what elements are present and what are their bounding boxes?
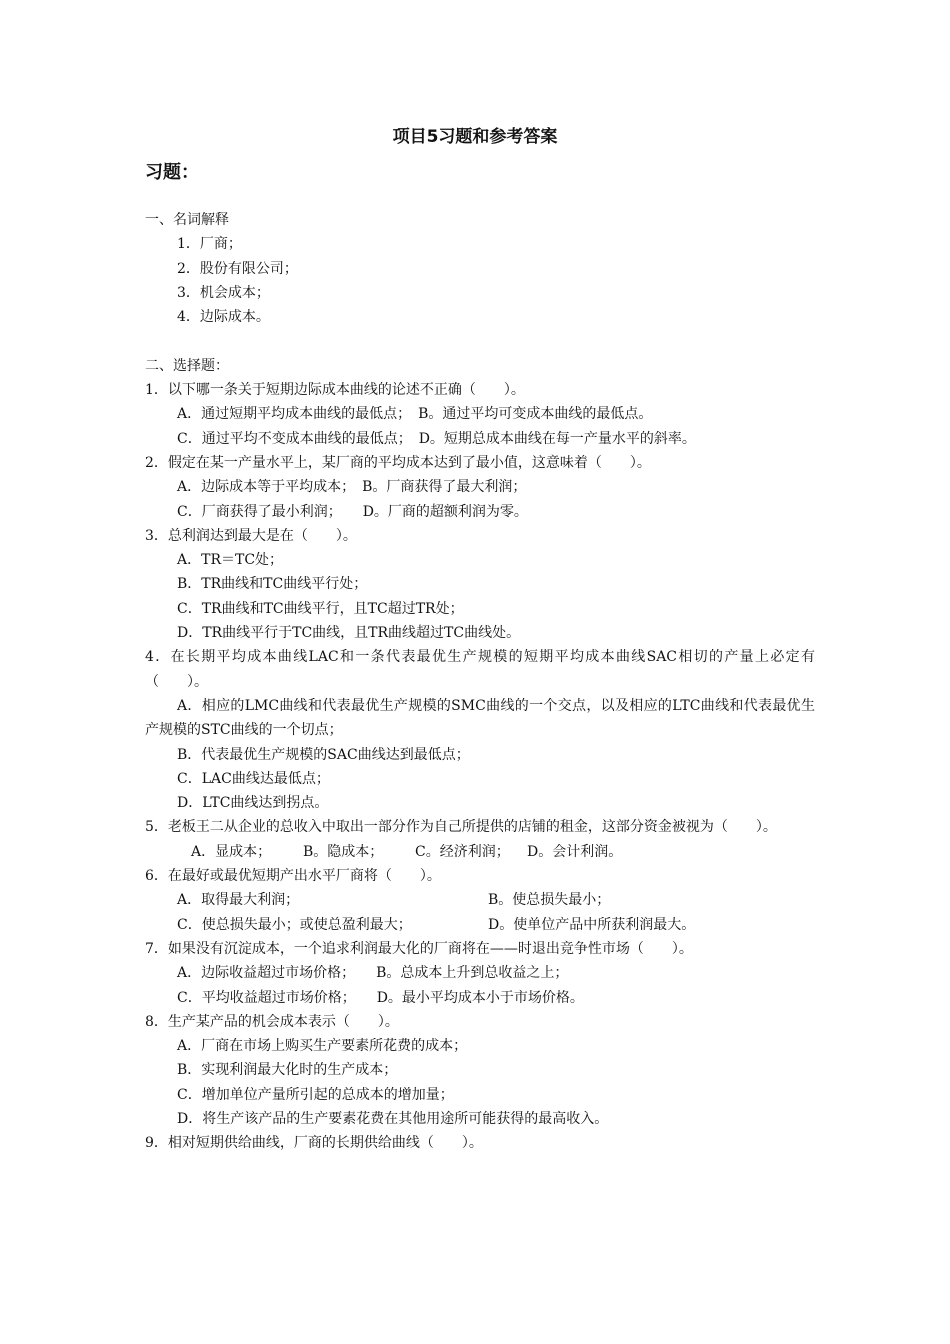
question-7-options-cd: C．平均收益超过市场价格； D。最小平均成本小于市场价格。 [177, 989, 584, 1006]
term-item: 4．边际成本。 [177, 309, 270, 326]
question-7-stem: 7．如果没有沉淀成本，一个追求利润最大化的厂商将在——时退出竞争性市场（ ）。 [145, 940, 693, 957]
term-item: 2．股份有限公司； [177, 260, 298, 277]
question-4-option-a: A．相应的LMC曲线和代表最优生产规模的SMC曲线的一个交点，以及相应的LTC曲线和代表最优生产规模的STC曲线的一个切点； [145, 697, 815, 739]
question-8-option: B．实现利润最大化时的生产成本； [177, 1062, 398, 1079]
question-9-stem: 9．相对短期供给曲线，厂商的长期供给曲线（ ）。 [145, 1135, 483, 1152]
question-6-option-c: C．使总损失最小；或使总盈利最大； [177, 916, 412, 933]
question-4-stem: 4．在长期平均成本曲线LAC和一条代表最优生产规模的短期平均成本曲线SAC相切的产量上必定有（ ）。 [145, 649, 815, 690]
question-1-options-ab: A．通过短期平均成本曲线的最低点； B。通过平均可变成本曲线的最低点。 [177, 406, 653, 423]
question-2-options-cd: C．厂商获得了最小利润； D。厂商的超额利润为零。 [177, 503, 528, 520]
blank-line [145, 329, 815, 353]
term-item: 1．厂商； [177, 236, 242, 253]
question-3-stem: 3．总利润达到最大是在（ ）。 [145, 527, 357, 544]
question-3-option: C．TR曲线和TC曲线平行，且TC超过TR处； [177, 600, 464, 617]
question-5-options [145, 840, 815, 864]
question-3-option: B．TR曲线和TC曲线平行处； [177, 576, 368, 593]
question-4-option: B．代表最优生产规模的SAC曲线达到最低点； [177, 746, 470, 763]
question-8-option: D．将生产该产品的生产要素花费在其他用途所可能获得的最高收入。 [177, 1110, 609, 1127]
exercises-heading: 习题： [145, 162, 199, 183]
question-4-option: D．LTC曲线达到拐点。 [177, 795, 329, 812]
question-6-option-b: B。使总损失最小； [488, 892, 611, 909]
question-6-options-cd [145, 913, 815, 937]
question-6-option-a: A．取得最大利润； [177, 892, 300, 909]
question-5-option-a: A．显成本； [191, 843, 272, 860]
question-2-stem: 2．假定在某一产量水平上，某厂商的平均成本达到了最小值，这意味着（ ）。 [145, 454, 651, 471]
question-5-option-b: B。隐成本； [303, 843, 384, 860]
term-item: 3．机会成本； [177, 284, 270, 301]
question-6-options-ab [145, 888, 815, 912]
question-7-options-ab: A．边际收益超过市场价格； B。总成本上升到总收益之上； [177, 965, 569, 982]
question-5-stem: 5．老板王二从企业的总收入中取出一部分作为自己所提供的店铺的租金，这部分资金被视为（ ）。 [145, 819, 777, 836]
document-body [145, 208, 815, 1156]
question-3-option: D．TR曲线平行于TC曲线，且TR曲线超过TC曲线处。 [177, 625, 521, 642]
question-6-option-d: D。使单位产品中所获利润最大。 [488, 916, 696, 933]
question-8-option: A．厂商在市场上购买生产要素所花费的成本； [177, 1038, 468, 1055]
question-3-option: A．TR＝TC处； [177, 552, 284, 569]
page-title: 项目5习题和参考答案 [392, 127, 558, 147]
question-2-options-ab: A．边际成本等于平均成本； B。厂商获得了最大利润； [177, 479, 527, 496]
question-5-option-c: C。经济利润； [415, 843, 510, 860]
question-6-stem: 6．在最好或最优短期产出水平厂商将（ ）。 [145, 868, 441, 885]
question-8-stem: 8．生产某产品的机会成本表示（ ）。 [145, 1013, 399, 1030]
question-1-stem: 1．以下哪一条关于短期边际成本曲线的论述不正确（ ）。 [145, 382, 525, 399]
question-8-option: C．增加单位产量所引起的总成本的增加量； [177, 1086, 454, 1103]
question-4-option: C．LAC曲线达最低点； [177, 770, 330, 787]
question-1-options-cd: C．通过平均不变成本曲线的最低点； D。短期总成本曲线在每一产量水平的斜率。 [177, 430, 696, 447]
question-5-option-d: D。会计利润。 [527, 843, 623, 860]
section-heading-choice: 二、选择题： [145, 357, 229, 374]
section-heading-terms: 一、名词解释 [145, 212, 229, 228]
